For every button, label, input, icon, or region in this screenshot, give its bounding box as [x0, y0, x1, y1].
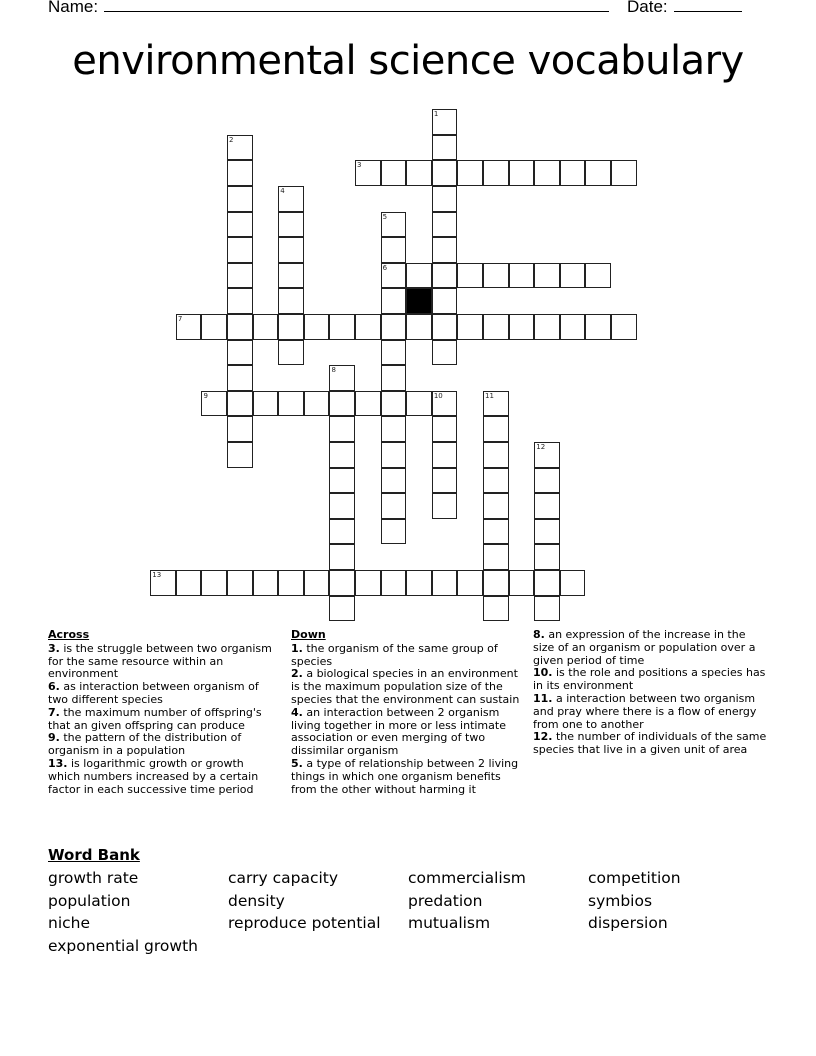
- name-blank-line[interactable]: [104, 0, 609, 12]
- grid-cell[interactable]: [227, 160, 253, 186]
- grid-cell[interactable]: [201, 314, 227, 340]
- clue-number: 6: [382, 263, 388, 272]
- clue-item: [533, 667, 769, 693]
- grid-cell[interactable]: [278, 391, 304, 417]
- grid-cell[interactable]: [457, 160, 483, 186]
- grid-cell[interactable]: [432, 237, 458, 263]
- crossword-grid: [151, 110, 587, 624]
- clue-number: 2: [229, 135, 234, 144]
- grid-cell[interactable]: [304, 314, 330, 340]
- clue-text: the number of individuals of the same species that live in a given unit of area: [533, 730, 767, 757]
- word-bank-item: mutualism: [408, 914, 491, 932]
- clue-item: [48, 681, 274, 707]
- grid-cell[interactable]: [329, 596, 355, 622]
- clue-number-label: 1.: [291, 641, 303, 655]
- grid-cell[interactable]: [355, 160, 381, 186]
- clue-number-label: 11.: [533, 691, 553, 705]
- grid-cell[interactable]: [432, 570, 458, 596]
- word-bank-item: carry capacity: [228, 869, 339, 887]
- grid-cell[interactable]: [406, 160, 432, 186]
- grid-cell[interactable]: [432, 212, 458, 238]
- grid-cell[interactable]: [278, 340, 304, 366]
- grid-cell[interactable]: [534, 468, 560, 494]
- word-bank-item: symbios: [588, 891, 653, 910]
- grid-cell[interactable]: [432, 288, 458, 314]
- clue-text: the organism of the same group of species: [291, 641, 498, 668]
- clue-text: as interaction between organism of two different species: [48, 680, 259, 706]
- date-field-row: [627, 0, 742, 17]
- grid-cell[interactable]: [227, 365, 253, 391]
- date-label: Date:: [627, 0, 668, 16]
- grid-cell[interactable]: [457, 314, 483, 340]
- grid-cell[interactable]: [534, 596, 560, 622]
- word-bank: [48, 845, 768, 957]
- grid-cell[interactable]: [534, 570, 560, 596]
- grid-cell[interactable]: [585, 314, 611, 340]
- word-bank-heading: Word Bank: [48, 846, 140, 864]
- word-bank-list: [48, 867, 768, 957]
- grid-cell[interactable]: [355, 391, 381, 417]
- clue-text: the maximum number of offspring's that an given offspring can produce: [48, 705, 262, 732]
- grid-cell[interactable]: [560, 570, 586, 596]
- grid-cell[interactable]: [406, 391, 432, 417]
- clue-item: [533, 693, 769, 731]
- grid-cell[interactable]: [278, 570, 304, 596]
- grid-cell[interactable]: [227, 314, 253, 340]
- grid-cell[interactable]: [381, 160, 407, 186]
- clue-text: is the struggle between two organism for the same resource within an environment: [48, 641, 272, 681]
- grid-cell[interactable]: [201, 570, 227, 596]
- clue-number: 9: [203, 391, 208, 400]
- clue-text: a type of relationship between 2 living things in which one organism benefits from the other without harming it: [291, 756, 519, 796]
- clue-number: 3: [357, 161, 362, 170]
- grid-cell[interactable]: [611, 314, 637, 340]
- grid-cell[interactable]: [534, 160, 560, 186]
- date-blank-line[interactable]: [674, 0, 742, 12]
- clue-number: 10: [433, 391, 443, 400]
- grid-cell[interactable]: [150, 570, 176, 596]
- word-bank-item: niche: [48, 914, 91, 932]
- down-clues-continued: [533, 629, 769, 757]
- grid-cell[interactable]: [432, 263, 458, 289]
- name-label: Name:: [48, 0, 99, 16]
- grid-cell[interactable]: [483, 416, 509, 442]
- grid-cell[interactable]: [329, 365, 355, 391]
- clue-number-label: 6.: [48, 680, 60, 694]
- word-bank-item: dispersion: [588, 914, 668, 932]
- grid-cell[interactable]: [457, 263, 483, 289]
- grid-cell[interactable]: [560, 314, 586, 340]
- grid-cell[interactable]: [227, 135, 253, 161]
- clue-item: [291, 643, 527, 669]
- clue-number: 12: [536, 443, 546, 452]
- grid-cell[interactable]: [483, 596, 509, 622]
- grid-cell[interactable]: [227, 212, 253, 238]
- clue-number-label: 4.: [291, 705, 303, 719]
- grid-cell[interactable]: [483, 391, 509, 417]
- grid-cell[interactable]: [278, 263, 304, 289]
- grid-cell[interactable]: [227, 340, 253, 366]
- grid-cell[interactable]: [585, 263, 611, 289]
- word-bank-item: population: [48, 891, 131, 910]
- grid-cell[interactable]: [432, 493, 458, 519]
- grid-cell[interactable]: [329, 391, 355, 417]
- grid-cell[interactable]: [381, 391, 407, 417]
- grid-cell[interactable]: [432, 135, 458, 161]
- grid-cell[interactable]: [483, 519, 509, 545]
- down-clues: [291, 629, 527, 796]
- grid-cell[interactable]: [611, 160, 637, 186]
- grid-cell[interactable]: [483, 160, 509, 186]
- grid-cell[interactable]: [176, 570, 202, 596]
- grid-cell[interactable]: [534, 314, 560, 340]
- grid-cell[interactable]: [534, 544, 560, 570]
- word-bank-item: exponential growth: [48, 936, 198, 955]
- grid-cell[interactable]: [585, 160, 611, 186]
- grid-cell[interactable]: [381, 570, 407, 596]
- clue-number-label: 8.: [533, 628, 545, 641]
- clue-number: 11: [485, 391, 494, 400]
- grid-cell[interactable]: [381, 340, 407, 366]
- grid-cell[interactable]: [432, 340, 458, 366]
- page-title: environmental science vocabulary: [72, 38, 744, 84]
- grid-cell[interactable]: [227, 186, 253, 212]
- grid-cell[interactable]: [432, 416, 458, 442]
- across-clues: [48, 629, 274, 796]
- clue-item: [48, 643, 274, 681]
- grid-cell[interactable]: [432, 468, 458, 494]
- grid-cell[interactable]: [278, 314, 304, 340]
- grid-cell[interactable]: [483, 314, 509, 340]
- clue-number: 1: [433, 110, 439, 119]
- grid-cell[interactable]: [432, 186, 458, 212]
- grid-cell[interactable]: [509, 570, 535, 596]
- grid-cell[interactable]: [278, 237, 304, 263]
- clue-number-label: 9.: [48, 731, 60, 745]
- grid-cell[interactable]: [560, 160, 586, 186]
- grid-cell[interactable]: [304, 391, 330, 417]
- clue-number-label: 3.: [48, 641, 60, 655]
- grid-cell[interactable]: [432, 109, 458, 135]
- clue-item: [48, 707, 274, 733]
- grid-cell[interactable]: [176, 314, 202, 340]
- clue-number-label: 13.: [48, 756, 68, 770]
- grid-cell[interactable]: [329, 442, 355, 468]
- grid-cell[interactable]: [406, 314, 432, 340]
- grid-cell[interactable]: [406, 570, 432, 596]
- grid-cell[interactable]: [253, 391, 279, 417]
- word-bank-item: predation: [408, 891, 483, 910]
- clue-number-label: 2.: [291, 667, 303, 681]
- grid-cell[interactable]: [483, 493, 509, 519]
- clue-text: is logarithmic growth or growth which numbers increased by a certain factor in each successive time period: [48, 756, 259, 796]
- word-bank-item: commercialism: [408, 869, 526, 887]
- grid-cell[interactable]: [560, 263, 586, 289]
- grid-cell[interactable]: [534, 493, 560, 519]
- grid-cell[interactable]: [329, 544, 355, 570]
- grid-cell[interactable]: [278, 212, 304, 238]
- clue-item: [291, 668, 527, 706]
- clue-text: an expression of the increase in the size of an organism or population over a given period of time: [533, 628, 756, 667]
- grid-cell[interactable]: [483, 442, 509, 468]
- grid-cell[interactable]: [355, 314, 381, 340]
- grid-cell[interactable]: [457, 570, 483, 596]
- grid-cell[interactable]: [483, 544, 509, 570]
- grid-cell[interactable]: [509, 314, 535, 340]
- clue-item: [291, 707, 527, 758]
- grid-cell[interactable]: [432, 160, 458, 186]
- grid-cell[interactable]: [432, 314, 458, 340]
- clue-item: [533, 731, 769, 757]
- grid-cell[interactable]: [381, 519, 407, 545]
- grid-cell[interactable]: [406, 263, 432, 289]
- grid-cell[interactable]: [483, 570, 509, 596]
- grid-cell[interactable]: [201, 391, 227, 417]
- down-heading: Down: [291, 628, 326, 641]
- clue-item: [48, 732, 274, 758]
- grid-cell[interactable]: [381, 288, 407, 314]
- grid-cell[interactable]: [381, 365, 407, 391]
- grid-cell[interactable]: [253, 570, 279, 596]
- grid-cell[interactable]: [381, 263, 407, 289]
- word-bank-item: density: [228, 891, 285, 910]
- grid-cell[interactable]: [381, 493, 407, 519]
- grid-cell[interactable]: [304, 570, 330, 596]
- grid-cell[interactable]: [227, 263, 253, 289]
- clue-text: the pattern of the distribution of organism in a population: [48, 731, 242, 758]
- clue-number-label: 12.: [533, 730, 553, 744]
- grid-cell[interactable]: [381, 468, 407, 494]
- grid-cell[interactable]: [432, 391, 458, 417]
- grid-cell[interactable]: [355, 570, 381, 596]
- grid-cell[interactable]: [329, 314, 355, 340]
- clue-item: [533, 629, 769, 667]
- grid-cell[interactable]: [381, 314, 407, 340]
- clue-item: [291, 758, 527, 796]
- grid-cell[interactable]: [253, 314, 279, 340]
- clue-number: 7: [177, 315, 183, 324]
- clue-number: 8: [331, 366, 336, 375]
- word-bank-item: reproduce potential: [228, 914, 381, 932]
- grid-cell[interactable]: [534, 442, 560, 468]
- across-heading: Across: [48, 628, 90, 641]
- grid-cell[interactable]: [381, 237, 407, 263]
- word-bank-item: growth rate: [48, 869, 139, 887]
- clue-text: a biological species in an environment is the maximum population size of the species that the environment can sustain: [291, 667, 520, 706]
- clue-number-label: 10.: [533, 666, 553, 680]
- clue-text: a interaction between two organism and pray where there is a flow of energy from one to another: [533, 691, 757, 731]
- clue-number-label: 5.: [291, 756, 303, 770]
- grid-cell[interactable]: [329, 519, 355, 545]
- clue-text: is the role and positions a species has in its environment: [533, 666, 766, 693]
- grid-cell[interactable]: [329, 493, 355, 519]
- grid-cell[interactable]: [227, 288, 253, 314]
- grid-cell[interactable]: [509, 160, 535, 186]
- grid-cell[interactable]: [534, 263, 560, 289]
- grid-cell[interactable]: [432, 442, 458, 468]
- clue-number: 5: [382, 212, 388, 221]
- grid-cell[interactable]: [509, 263, 535, 289]
- clue-number: 4: [280, 187, 285, 196]
- grid-cell[interactable]: [227, 570, 253, 596]
- word-bank-item: competition: [588, 869, 681, 887]
- grid-cell[interactable]: [227, 391, 253, 417]
- clue-number: 13: [152, 571, 162, 580]
- clue-item: [48, 758, 274, 796]
- grid-cell[interactable]: [329, 570, 355, 596]
- clue-text: an interaction between 2 organism living together in more or less intimate association or even merging of two dissimilar organism: [291, 705, 506, 758]
- grid-cell[interactable]: [483, 263, 509, 289]
- grid-cell[interactable]: [534, 519, 560, 545]
- grid-cell[interactable]: [381, 416, 407, 442]
- grid-cell[interactable]: [381, 212, 407, 238]
- grid-cell[interactable]: [227, 416, 253, 442]
- grid-cell[interactable]: [227, 442, 253, 468]
- name-field-row: [48, 0, 609, 17]
- grid-cell[interactable]: [381, 442, 407, 468]
- grid-cell[interactable]: [227, 237, 253, 263]
- grid-cell[interactable]: [278, 288, 304, 314]
- grid-cell[interactable]: [278, 186, 304, 212]
- black-square: [406, 288, 432, 314]
- grid-cell[interactable]: [483, 468, 509, 494]
- grid-cell[interactable]: [329, 468, 355, 494]
- grid-cell[interactable]: [329, 416, 355, 442]
- clue-number-label: 7.: [48, 705, 60, 719]
